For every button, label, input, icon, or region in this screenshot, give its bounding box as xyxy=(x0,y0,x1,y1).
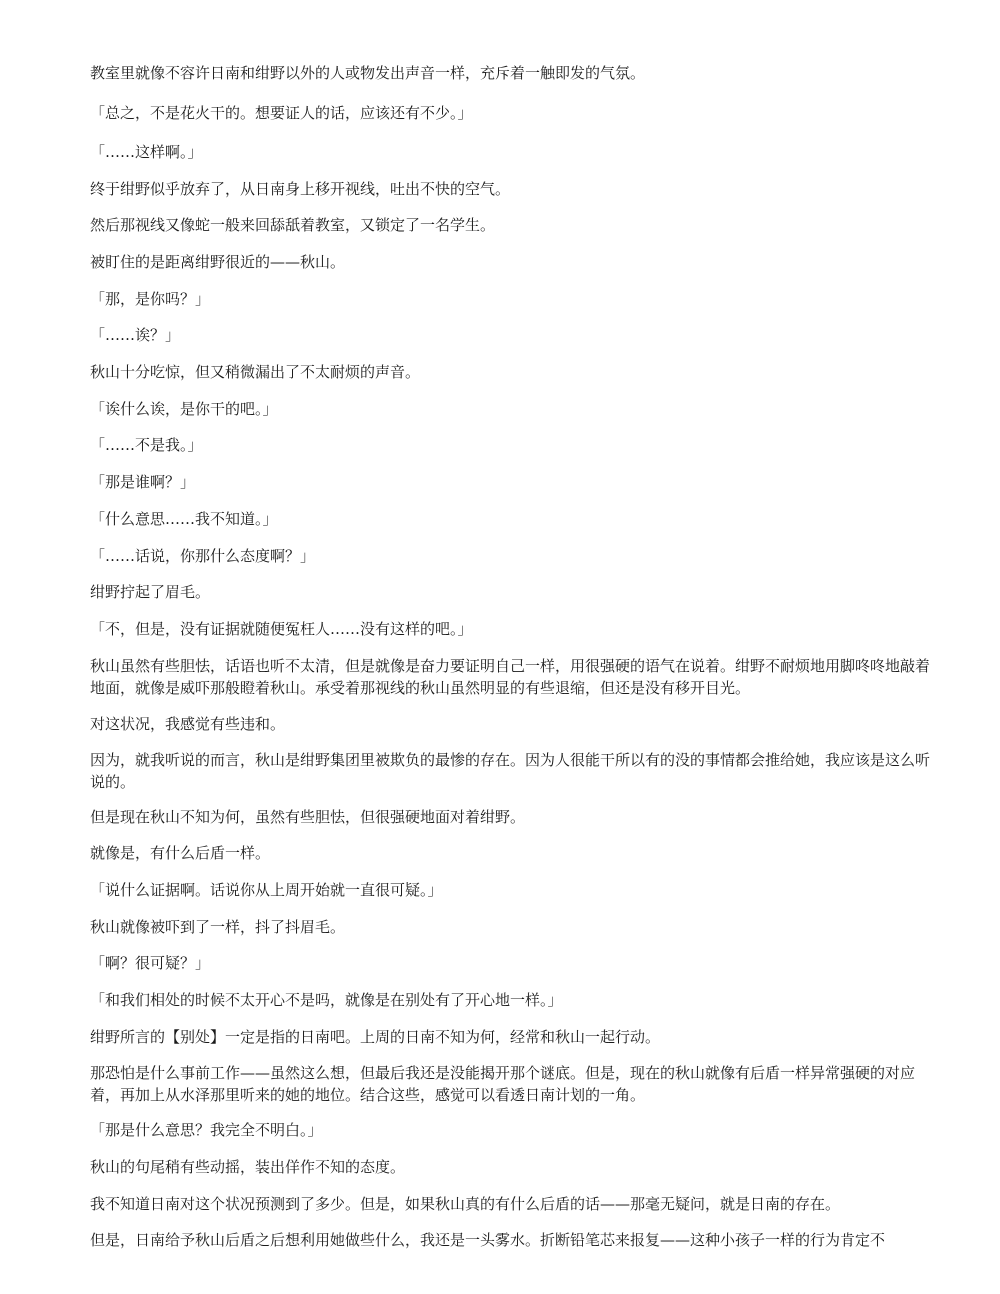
paragraph: 对这状况，我感觉有些违和。 xyxy=(90,715,286,733)
paragraph: 那恐怕是什么事前工作——虽然这么想，但最后我还是没能揭开那个谜底。但是，现在的秋山就像有后盾一样异常强硬的对应着，再加上从水泽那里听来的她的地位。结合这些，感觉可以看透日南计划的一角。 xyxy=(90,1064,916,1104)
paragraph: 「和我们相处的时候不太开心不是吗，就像是在别处有了开心地一样。」 xyxy=(90,991,563,1009)
paragraph: 秋山的句尾稍有些动摇，装出佯作不知的态度。 xyxy=(90,1158,406,1176)
paragraph: 「说什么证据啊。话说你从上周开始就一直很可疑。」 xyxy=(90,881,443,899)
paragraph: 被盯住的是距离绀野很近的——秋山。 xyxy=(90,253,346,271)
paragraph: 「那是谁啊？」 xyxy=(90,473,196,491)
paragraph: 终于绀野似乎放弃了，从日南身上移开视线，吐出不快的空气。 xyxy=(90,180,511,198)
paragraph: 绀野拧起了眉毛。 xyxy=(90,583,211,601)
paragraph: 「……话说，你那什么态度啊？」 xyxy=(90,547,316,565)
paragraph: 秋山就像被吓到了一样，抖了抖眉毛。 xyxy=(90,918,346,936)
paragraph: 「……诶？」 xyxy=(90,326,181,344)
paragraph: 「那是什么意思？我完全不明白。」 xyxy=(90,1121,323,1139)
paragraph: 「……不是我。」 xyxy=(90,436,203,454)
paragraph: 因为，就我听说的而言，秋山是绀野集团里被欺负的最惨的存在。因为人很能干所以有的没的事情都会推给她，我应该是这么听说的。 xyxy=(90,751,931,791)
document-page xyxy=(90,0,940,1294)
paragraph: 「……这样啊。」 xyxy=(90,143,203,161)
paragraph: 秋山十分吃惊，但又稍微漏出了不太耐烦的声音。 xyxy=(90,363,421,381)
paragraph: 我不知道日南对这个状况预测到了多少。但是，如果秋山真的有什么后盾的话——那毫无疑问，就是日南的存在。 xyxy=(90,1195,841,1213)
paragraph: 教室里就像不容许日南和绀野以外的人或物发出声音一样，充斥着一触即发的气氛。 xyxy=(90,64,646,82)
paragraph: 但是现在秋山不知为何，虽然有些胆怯，但很强硬地面对着绀野。 xyxy=(90,808,526,826)
paragraph: 「那，是你吗？」 xyxy=(90,290,211,308)
paragraph: 「诶什么诶，是你干的吧。」 xyxy=(90,400,278,418)
paragraph: 「啊？很可疑？」 xyxy=(90,954,211,972)
paragraph: 「不，但是，没有证据就随便冤枉人……没有这样的吧。」 xyxy=(90,620,473,638)
paragraph: 秋山虽然有些胆怯，话语也听不太清，但是就像是奋力要证明自己一样，用很强硬的语气在说着。绀野不耐烦地用脚咚咚地敲着地面，就像是威吓那般瞪着秋山。承受着那视线的秋山虽然明显的有些退缩，但还是没有移开目光。 xyxy=(90,657,931,697)
paragraph: 但是，日南给予秋山后盾之后想利用她做些什么，我还是一头雾水。折断铅笔芯来报复——这种小孩子一样的行为肯定不 xyxy=(90,1231,886,1249)
paragraph: 绀野所言的【别处】一定是指的日南吧。上周的日南不知为何，经常和秋山一起行动。 xyxy=(90,1028,661,1046)
paragraph: 「什么意思……我不知道。」 xyxy=(90,510,278,528)
paragraph: 就像是，有什么后盾一样。 xyxy=(90,844,271,862)
paragraph: 「总之，不是花火干的。想要证人的话，应该还有不少。」 xyxy=(90,104,473,122)
paragraph: 然后那视线又像蛇一般来回舔舐着教室，又锁定了一名学生。 xyxy=(90,216,496,234)
